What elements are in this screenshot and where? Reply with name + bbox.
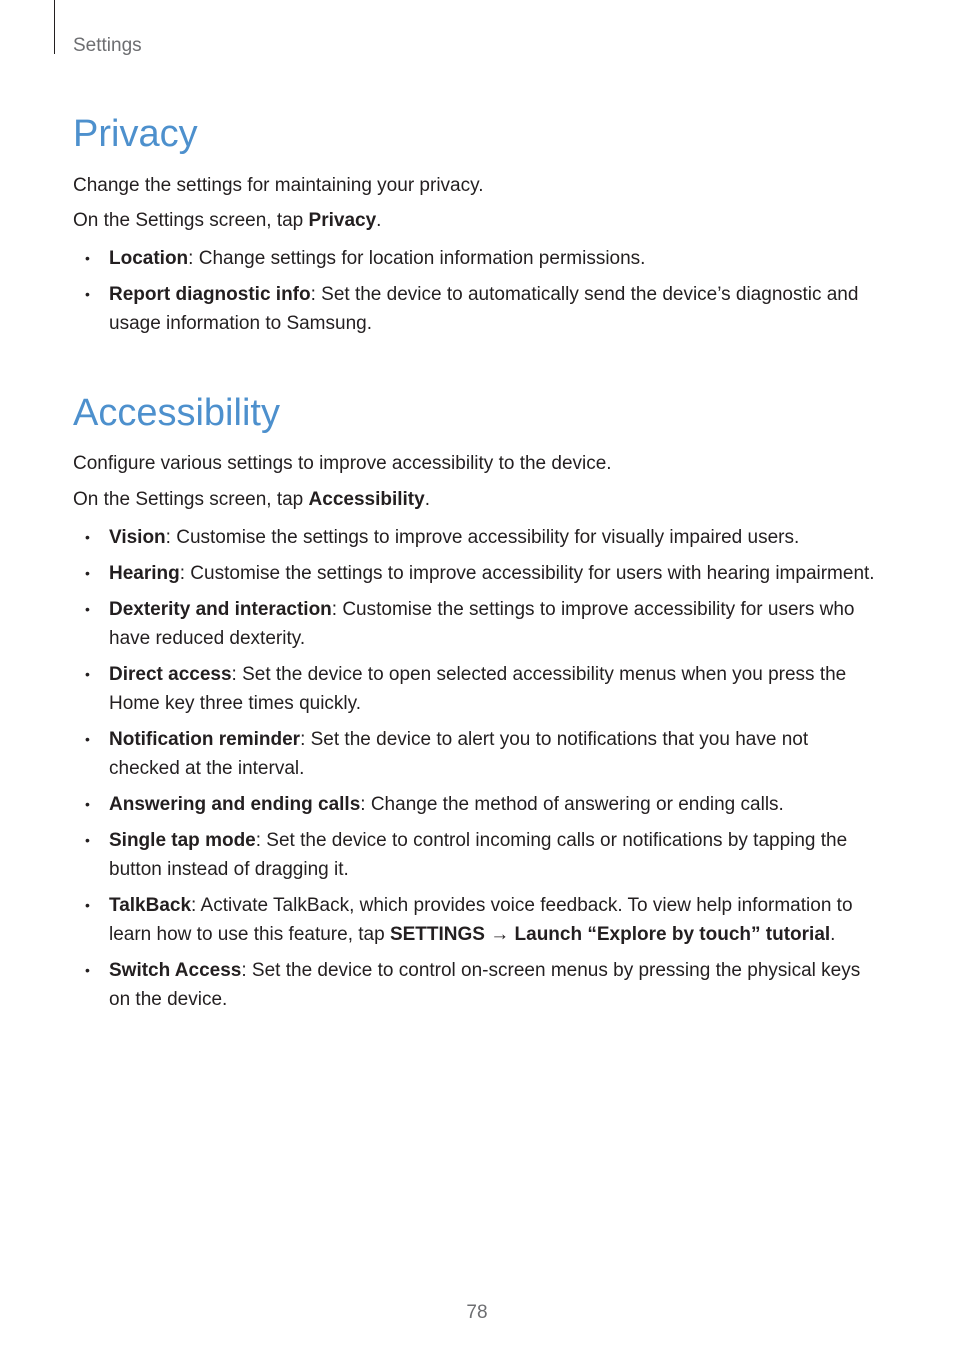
list-item <box>73 660 878 718</box>
tap-prefix: On the Settings screen, tap <box>73 210 309 231</box>
item-text: : Change settings for location information permissions. <box>188 248 646 269</box>
list-item <box>73 595 878 653</box>
item-text: : Set the device to open selected accessibility menus when you press the Home key three times quickly. <box>109 664 847 714</box>
bullet-icon: • <box>85 250 90 266</box>
running-head: Settings <box>73 35 142 56</box>
tap-target: Privacy <box>308 210 377 231</box>
item-term: Direct access <box>109 664 232 685</box>
item-term: Answering and ending calls <box>109 794 361 815</box>
tap-prefix: On the Settings screen, tap <box>73 489 309 510</box>
bullet-icon: • <box>85 897 90 913</box>
list-item <box>73 244 878 273</box>
bullet-icon: • <box>85 666 90 682</box>
tap-target: Accessibility <box>308 489 425 510</box>
list-item <box>73 559 878 588</box>
bullet-icon: • <box>85 529 90 545</box>
item-text: : Set the device to control on-screen menus by pressing the physical keys on the device. <box>109 960 861 1010</box>
item-text: : Set the device to automatically send the device’s diagnostic and usage information to Samsung. <box>109 284 859 334</box>
list-item <box>73 725 878 783</box>
list-item-talkback <box>73 891 878 949</box>
launch-tutorial-label: Launch “Explore by touch” tutorial <box>514 924 831 945</box>
list-item <box>73 790 878 819</box>
item-term: Dexterity and interaction <box>109 599 332 620</box>
header-rule <box>54 0 55 54</box>
accessibility-tap-instruction <box>73 485 883 514</box>
accessibility-list <box>73 523 878 1021</box>
page-number: 78 <box>466 1302 488 1323</box>
bullet-icon: • <box>85 601 90 617</box>
privacy-heading: Privacy <box>73 113 198 155</box>
bullet-icon: • <box>85 565 90 581</box>
item-term: Notification reminder <box>109 729 301 750</box>
bullet-icon: • <box>85 796 90 812</box>
bullet-icon: • <box>85 731 90 747</box>
item-term: Location <box>109 248 189 269</box>
bullet-icon: • <box>85 962 90 978</box>
item-term: Switch Access <box>109 960 242 981</box>
privacy-intro: Change the settings for maintaining your privacy. <box>73 175 484 196</box>
tap-suffix: . <box>424 489 430 510</box>
tap-suffix: . <box>376 210 382 231</box>
item-text: : Customise the settings to improve accessibility for users with hearing impairment. <box>179 563 875 584</box>
bullet-icon: • <box>85 832 90 848</box>
accessibility-intro: Configure various settings to improve accessibility to the device. <box>73 453 612 474</box>
list-item <box>73 523 878 552</box>
bullet-icon: • <box>85 286 90 302</box>
privacy-tap-instruction <box>73 206 883 235</box>
privacy-list <box>73 244 878 345</box>
settings-label: SETTINGS <box>389 924 485 945</box>
list-item <box>73 956 878 1014</box>
item-text: : Change the method of answering or ending calls. <box>360 794 784 815</box>
list-item <box>73 826 878 884</box>
item-term: Vision <box>109 527 166 548</box>
accessibility-heading: Accessibility <box>73 392 280 434</box>
item-text: : Activate TalkBack, which provides voice feedback. To view help information to learn how to use this feature, tap <box>109 895 853 945</box>
item-term: Single tap mode <box>109 830 256 851</box>
item-term: TalkBack <box>109 895 192 916</box>
item-text: : Customise the settings to improve accessibility for users who have reduced dexterity. <box>109 599 855 649</box>
item-end: . <box>830 924 836 945</box>
item-term: Report diagnostic info <box>109 284 311 305</box>
item-text: : Set the device to alert you to notifications that you have not checked at the interval. <box>109 729 809 779</box>
list-item <box>73 280 878 338</box>
arrow-icon: → <box>484 924 515 945</box>
item-term: Hearing <box>109 563 180 584</box>
item-text: : Customise the settings to improve accessibility for visually impaired users. <box>165 527 800 548</box>
item-text: : Set the device to control incoming calls or notifications by tapping the button instead of dragging it. <box>109 830 848 880</box>
